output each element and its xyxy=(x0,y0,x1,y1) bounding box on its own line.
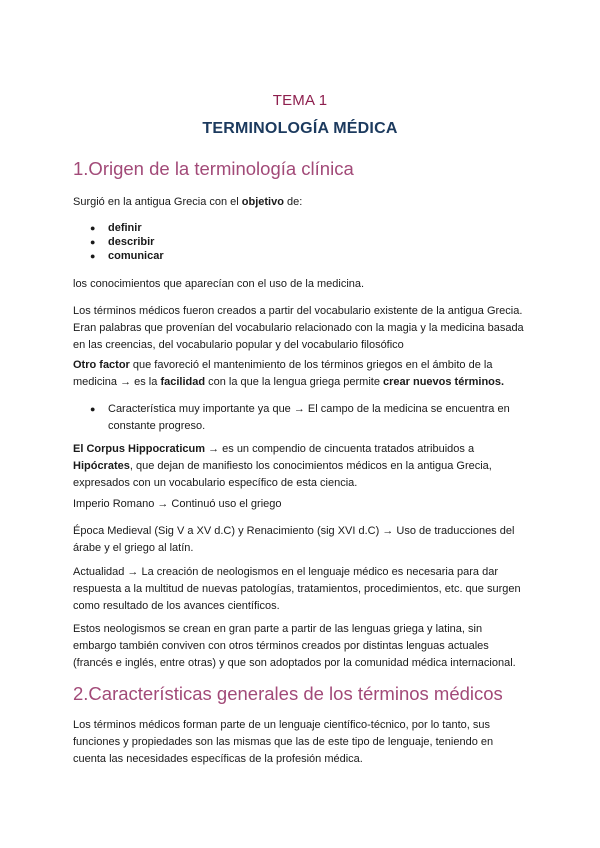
text-line: Los términos médicos forman parte de un lenguaje científico-técnico, por lo tanto, sus xyxy=(73,719,491,731)
text: con la que la lengua griega permite xyxy=(205,376,384,388)
text-line: árabe y el griego al latín. xyxy=(73,542,194,554)
text-line: (francés e inglés, entre otras) y que son adoptados por la comunidad médica internacional. xyxy=(73,657,516,669)
bullet-icon: ● xyxy=(90,251,96,261)
bullet-icon: ● xyxy=(90,223,96,233)
section1-intro xyxy=(73,194,533,211)
section2-heading: 2.Características generales de los términos médicos xyxy=(73,683,503,704)
paragraph-roman-empire: Imperio Romano → Continuó uso el griego xyxy=(73,498,282,510)
text-line: Época Medieval (Sig V a XV d.C) y Renacimiento (sig XVI d.C) → Uso de traducciones del xyxy=(73,525,515,537)
section1-heading: 1.Origen de la terminología clínica xyxy=(73,158,354,179)
text-line: embargo también conviven con otros términos creados por distintas lenguas actuales xyxy=(73,640,489,652)
bold-text: crear nuevos términos. xyxy=(383,376,505,388)
text-line: Estos neologismos se crean en gran parte a partir de las lenguas griega y latina, sin xyxy=(73,623,483,635)
text-line: funciones y propiedades son las mismas que las de este tipo de lenguaje, teniendo en xyxy=(73,736,494,748)
tema-label: TEMA 1 xyxy=(272,92,328,109)
text-line xyxy=(73,441,533,458)
text-line xyxy=(73,374,533,391)
text: medicina → es la xyxy=(73,376,161,388)
text-line: cuenta las necesidades específicas de la profesión médica. xyxy=(73,753,363,765)
text-line: en las creencias, del vocabulario popular y del vocabulario filosófico xyxy=(73,339,404,351)
text-line: Característica muy importante ya que → El campo de la medicina se encuentra en xyxy=(108,403,510,415)
list-item-text xyxy=(108,401,530,435)
text-line: Los términos médicos fueron creados a partir del vocabulario existente de la antigua Grecia. xyxy=(73,305,523,317)
list-item xyxy=(90,401,530,435)
after-bullets-text: los conocimientos que aparecían con el uso de la medicina. xyxy=(73,278,365,290)
text: → es un compendio de cincuenta tratados atribuidos a xyxy=(205,443,475,455)
text: que favoreció el mantenimiento de los términos griegos en el ámbito de la xyxy=(129,359,493,371)
paragraph-other-factor xyxy=(73,357,533,391)
paragraph-greek-origin xyxy=(73,303,533,354)
paragraph-characteristics xyxy=(73,717,533,768)
text-line: respuesta a la multitud de nuevas patologías, tratamientos, procedimientos, etc. que surgen xyxy=(73,583,521,595)
text-line xyxy=(73,458,533,475)
bold-text: Otro factor xyxy=(73,359,130,371)
bold-text: facilidad xyxy=(160,376,206,388)
text-line: expresados con un vocabulario específico de esta ciencia. xyxy=(73,477,358,489)
bullet-icon: ● xyxy=(90,237,96,247)
list-item-text: describir xyxy=(108,236,155,248)
list-item-text: comunicar xyxy=(108,250,164,262)
paragraph-actualidad xyxy=(73,564,533,615)
paragraph-medieval xyxy=(73,523,533,557)
list-item-text: definir xyxy=(108,222,142,234)
intro-bold: objetivo xyxy=(241,196,284,208)
document-title: TERMINOLOGÍA MÉDICA xyxy=(202,120,398,137)
text-line: como resultado de los avances científicos. xyxy=(73,600,280,612)
text-line xyxy=(73,357,533,374)
intro-text-end: de: xyxy=(283,196,303,208)
bold-text: El Corpus Hippocraticum xyxy=(73,443,206,455)
text-line: constante progreso. xyxy=(108,420,206,432)
paragraph-corpus xyxy=(73,441,533,492)
text-line: Actualidad → La creación de neologismos en el lenguaje médico es necesaria para dar xyxy=(73,566,498,578)
bullet-icon: ● xyxy=(90,404,96,414)
bold-text: Hipócrates xyxy=(73,460,130,472)
text: , que dejan de manifiesto los conocimientos médicos en la antigua Grecia, xyxy=(129,460,492,472)
text-line: Eran palabras que provenían del vocabulario relacionado con la magia y la medicina basada xyxy=(73,322,524,334)
intro-text: Surgió en la antigua Grecia con el xyxy=(73,196,242,208)
list-item xyxy=(90,248,164,265)
paragraph-neologisms xyxy=(73,621,533,672)
